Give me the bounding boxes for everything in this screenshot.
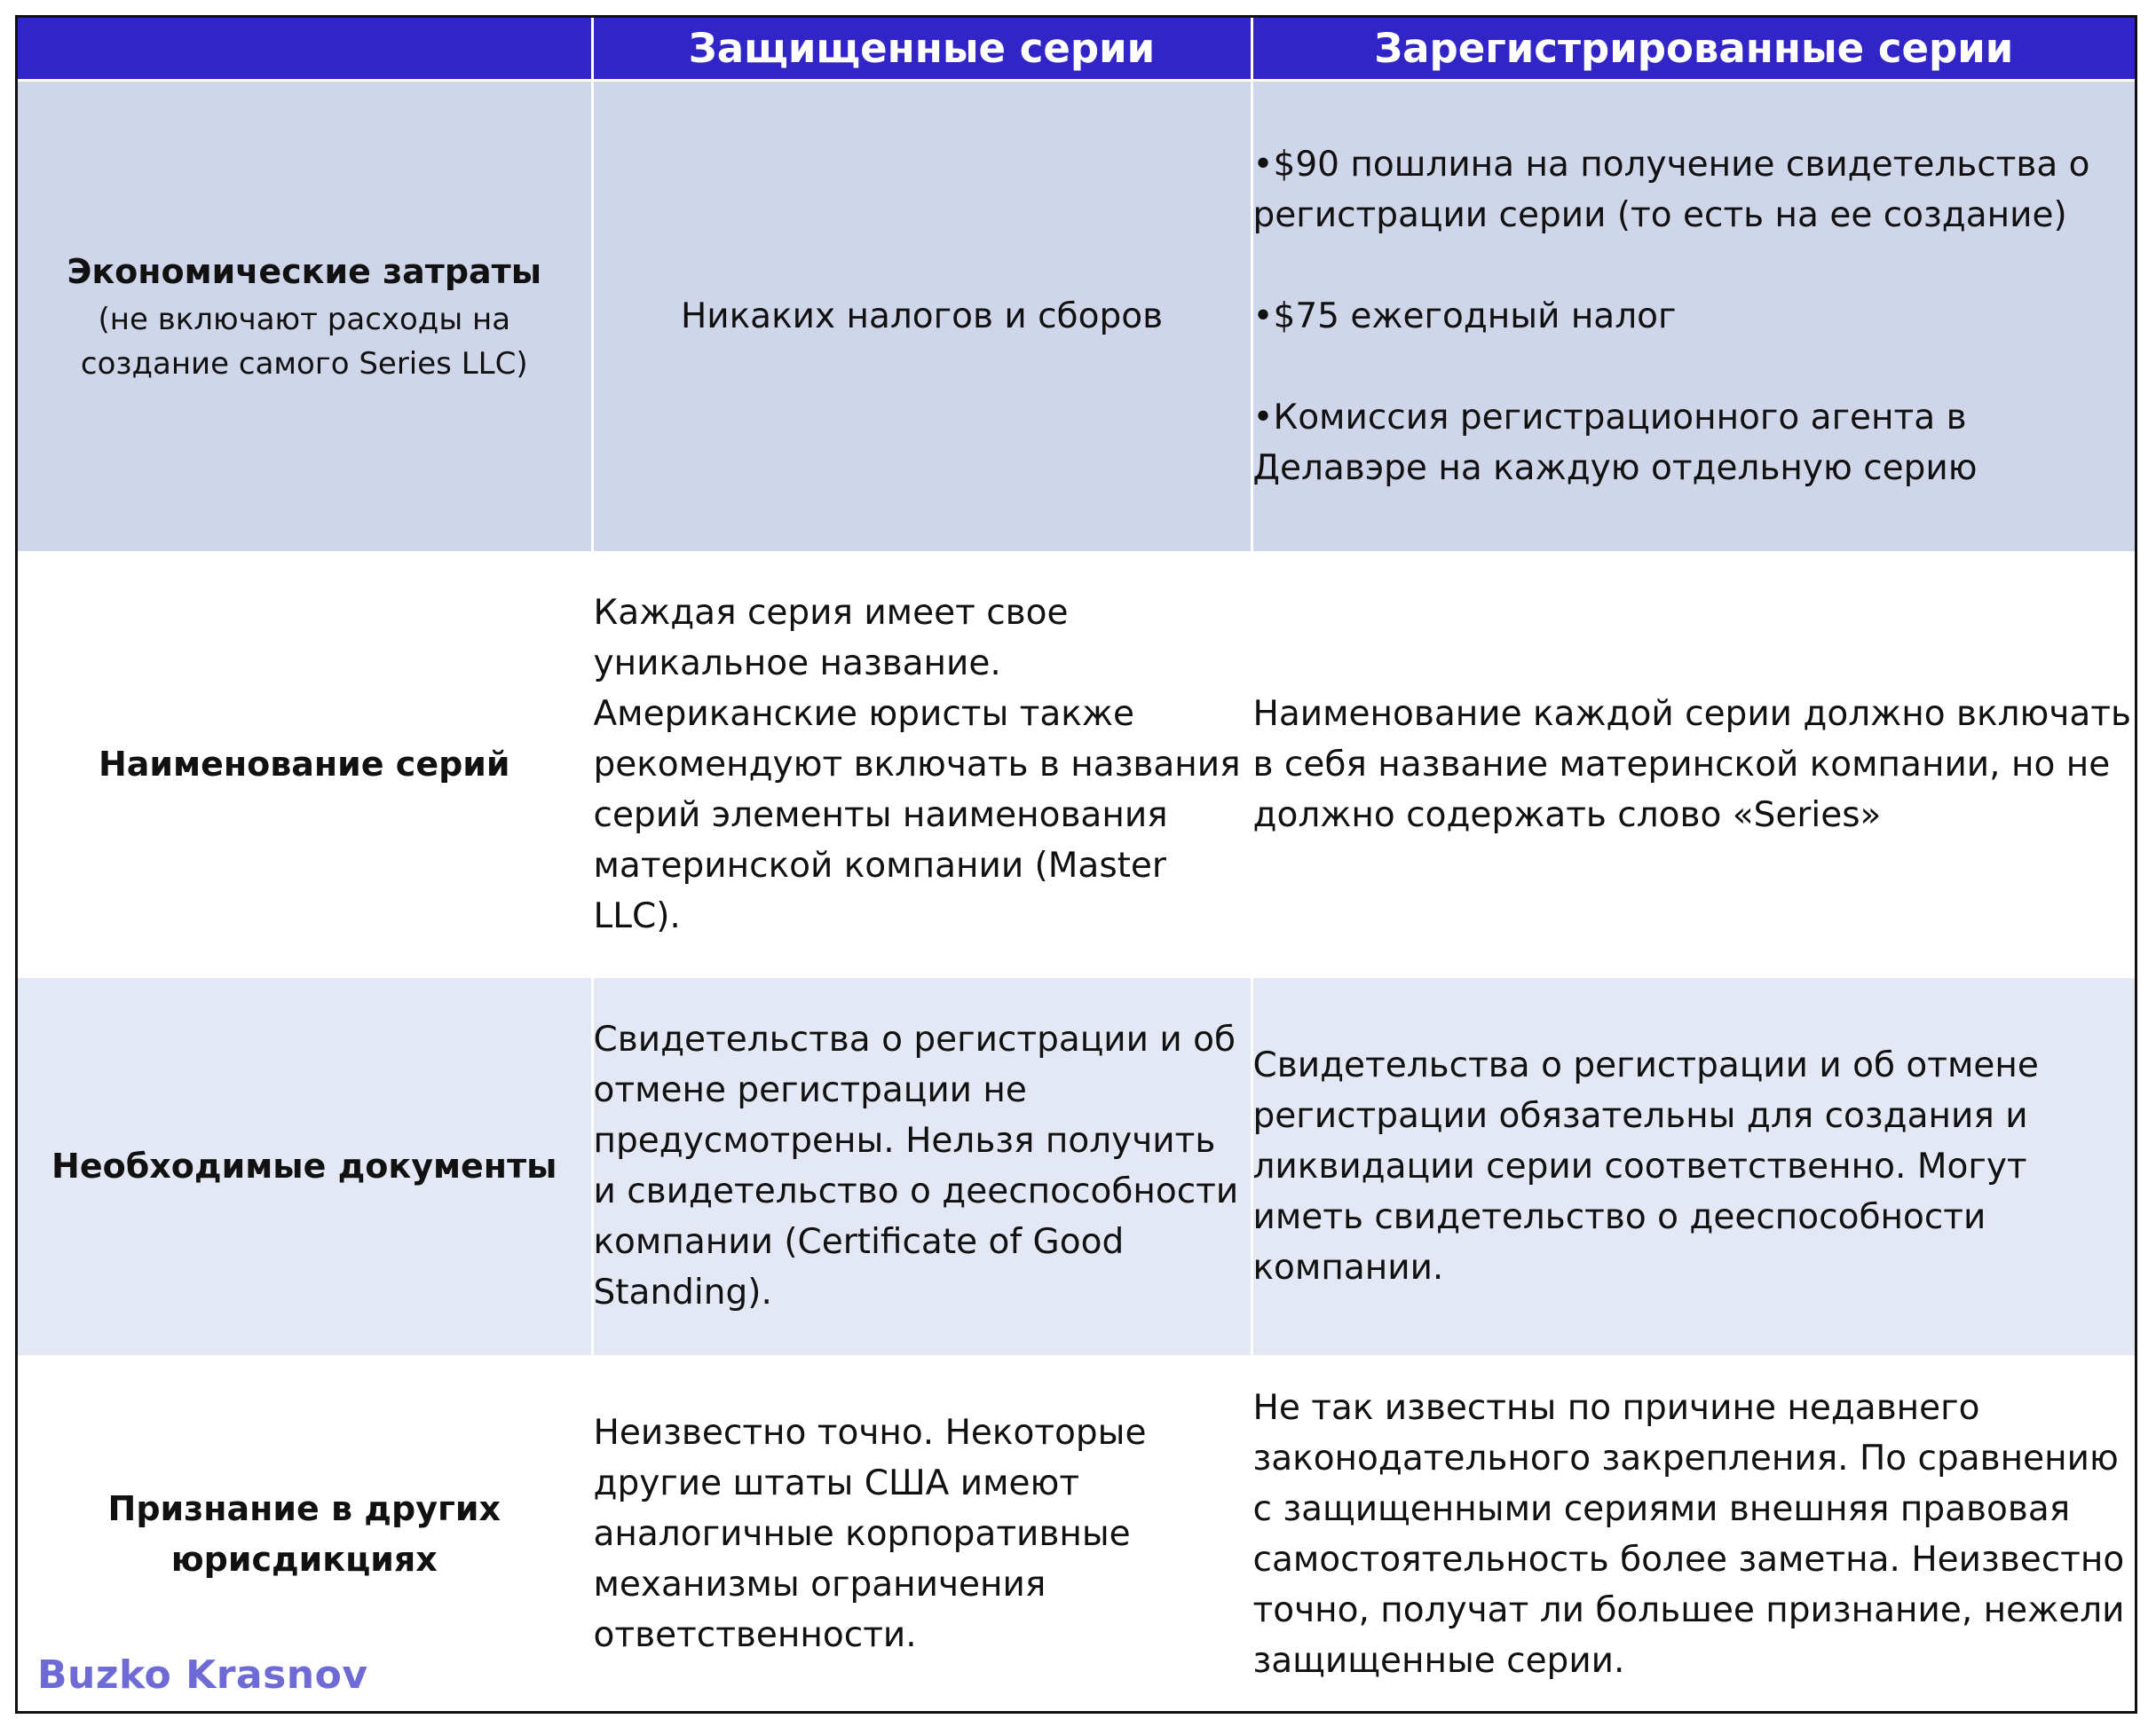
brand-watermark: Buzko Krasnov bbox=[37, 1652, 368, 1698]
comparison-table-frame bbox=[15, 15, 2137, 1714]
row-sublabel: (не включают расходы на создание самого Series LLC) bbox=[80, 301, 528, 382]
protected-cell bbox=[592, 552, 1252, 976]
protected-cell bbox=[592, 976, 1252, 1356]
row-label: Необходимые документы bbox=[51, 1146, 557, 1186]
protected-text: Каждая серия имеет свое уникальное название. Американские юристы также рекомендуют включать в названия серий элементы наименования материнской компании (Master LLC). bbox=[593, 592, 1241, 936]
row-label-cell bbox=[18, 80, 592, 552]
header-row bbox=[18, 18, 2135, 80]
protected-cell bbox=[592, 1356, 1252, 1711]
row-label: Экономические затраты bbox=[67, 251, 542, 291]
registered-bullet: •$75 ежегодный налог bbox=[1252, 296, 1677, 336]
comparison-table bbox=[18, 18, 2135, 1711]
table-row-series-naming bbox=[18, 552, 2135, 976]
protected-text: Никаких налогов и сборов bbox=[680, 296, 1164, 336]
table-row-economic-costs bbox=[18, 80, 2135, 552]
registered-text: Наименование каждой серии должно включать в себя название материнской компании, но не должно содержать слово «Series» bbox=[1252, 693, 2131, 835]
protected-text: Свидетельства о регистрации и об отмене регистрации не предусмотрены. Нельзя получить и свидетельство о дееспособности компании (Certificate of Good Standing). bbox=[593, 1020, 1239, 1313]
registered-cell bbox=[1252, 552, 2135, 976]
registered-text: Не так известны по причине недавнего законодательного закрепления. По сравнению с защищенными сериями внешняя правовая самостоятельность более заметна. Неизвестно точно, получат ли большее признание, нежели защищенные серии. bbox=[1252, 1387, 2125, 1681]
row-label: Наименование серий bbox=[98, 744, 510, 784]
protected-cell bbox=[592, 80, 1252, 552]
registered-cell bbox=[1252, 80, 2135, 552]
header-registered-series: Зарегистрированные серии bbox=[1252, 18, 2135, 80]
registered-cell bbox=[1252, 1356, 2135, 1711]
header-protected-series: Защищенные серии bbox=[592, 18, 1252, 80]
registered-bullet: •Комиссия регистрационного агента в Делавэре на каждую отдельную серию bbox=[1252, 397, 1978, 488]
row-label: Признание в других юрисдикциях bbox=[107, 1488, 501, 1579]
registered-bullet: •$90 пошлина на получение свидетельства о регистрации серии (то есть на ее создание) bbox=[1252, 144, 2090, 235]
protected-text: Неизвестно точно. Некоторые другие штаты США имеют аналогичные корпоративные механизмы ограничения ответственности. bbox=[593, 1413, 1147, 1656]
header-corner-cell bbox=[18, 18, 592, 80]
row-label-cell bbox=[18, 976, 592, 1356]
registered-cell bbox=[1252, 976, 2135, 1356]
row-label-cell bbox=[18, 552, 592, 976]
table-row-required-documents bbox=[18, 976, 2135, 1356]
registered-text: Свидетельства о регистрации и об отмене регистрации обязательны для создания и ликвидации серии соответственно. Могут иметь свидетельство о дееспособности компании. bbox=[1252, 1045, 2039, 1288]
